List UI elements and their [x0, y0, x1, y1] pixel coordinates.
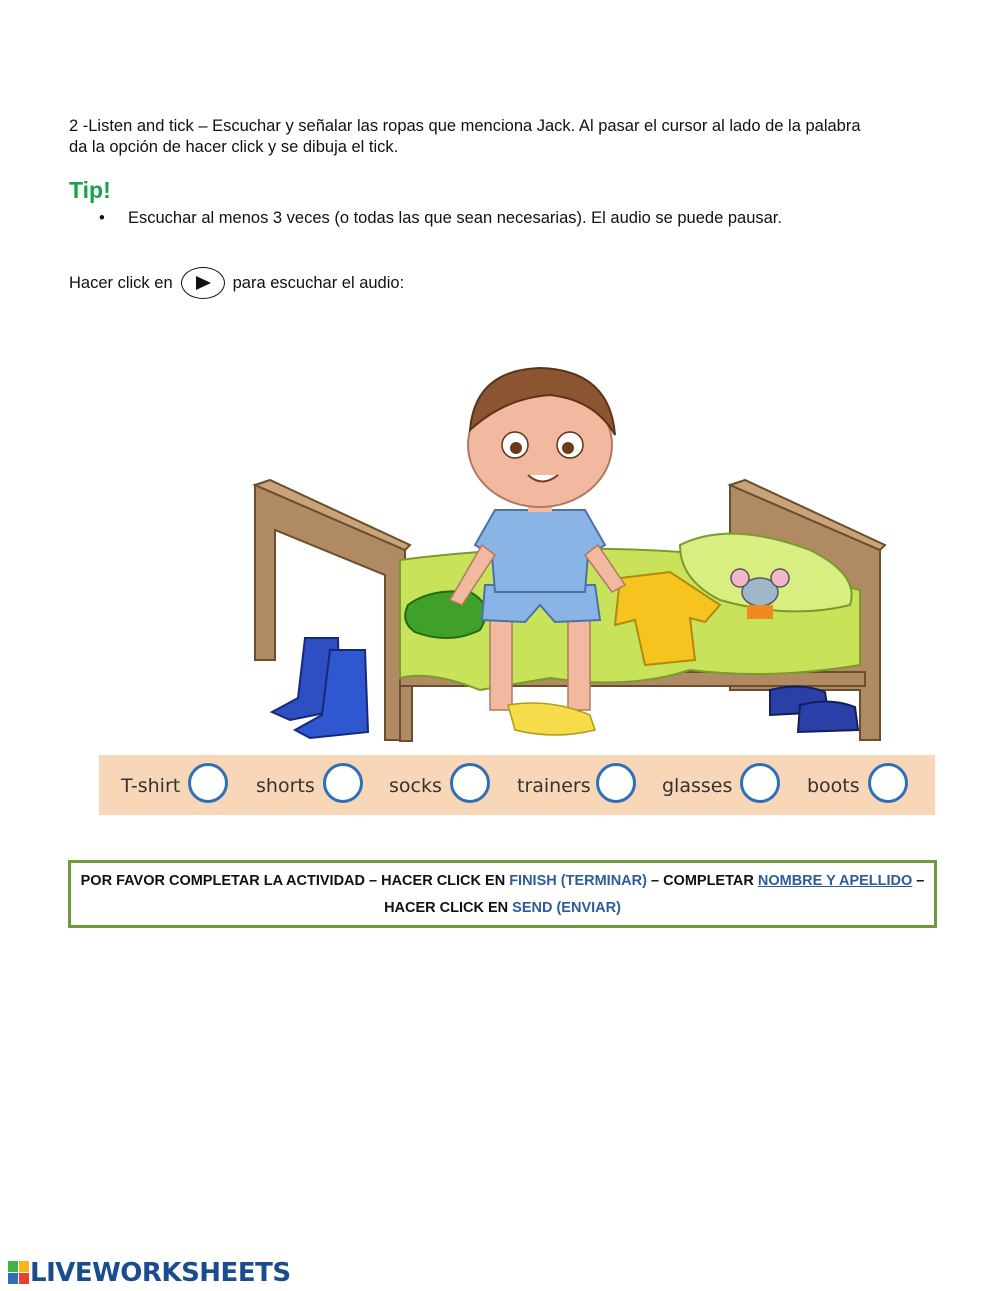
send-label: SEND (ENVIAR)	[512, 900, 621, 916]
instruction-text	[69, 116, 959, 158]
green-shirt	[405, 591, 485, 638]
instruction-line-1: 2 -Listen and tick – Escuchar y señalar las ropas que menciona Jack. Al pasar el cursor al lado de la palabra	[69, 117, 861, 135]
word-glasses: glasses	[662, 775, 733, 797]
word-options-strip	[99, 755, 935, 815]
notice-text-2: – COMPLETAR	[646, 873, 758, 889]
name-surname-link[interactable]: NOMBRE Y APELLIDO	[757, 873, 913, 889]
notice-text-3: – HACER CLICK EN	[384, 873, 925, 916]
word-trainers: trainers	[517, 775, 591, 797]
play-audio-button[interactable]	[181, 267, 225, 299]
tick-circle-glasses[interactable]	[740, 763, 780, 803]
audio-text-before: Hacer click en	[69, 273, 173, 292]
tip-heading: Tip!	[69, 177, 111, 203]
logo-text: LIVEWORKSHEETS	[30, 1258, 291, 1288]
tip-item: Escuchar al menos 3 veces (o todas las que sean necesarias). El audio se puede pausar.	[128, 209, 782, 227]
finish-label: FINISH (TERMINAR)	[509, 873, 647, 889]
play-icon	[194, 275, 212, 291]
audio-instruction	[69, 266, 404, 300]
instruction-line-2: da la opción de hacer click y se dibuja el tick.	[69, 138, 399, 156]
completion-notice	[68, 860, 937, 928]
tip-list	[99, 208, 782, 229]
boy-on-bed-illustration	[250, 360, 890, 750]
liveworksheets-logo-icon	[8, 1261, 30, 1285]
word-socks: socks	[389, 775, 442, 797]
tick-circle-tshirt[interactable]	[188, 763, 228, 803]
notice-text-1: POR FAVOR COMPLETAR LA ACTIVIDAD – HACER CLICK EN	[80, 873, 510, 889]
word-shorts: shorts	[256, 775, 315, 797]
tick-circle-trainers[interactable]	[596, 763, 636, 803]
tick-circle-shorts[interactable]	[323, 763, 363, 803]
tick-circle-boots[interactable]	[868, 763, 908, 803]
liveworksheets-logo	[8, 1258, 291, 1288]
word-boots: boots	[807, 775, 860, 797]
bullet: •	[99, 209, 105, 227]
blue-boots	[272, 638, 368, 738]
word-tshirt: T-shirt	[121, 775, 181, 797]
trainers	[770, 686, 858, 732]
tick-circle-socks[interactable]	[450, 763, 490, 803]
audio-text-after: para escuchar el audio:	[232, 273, 405, 292]
